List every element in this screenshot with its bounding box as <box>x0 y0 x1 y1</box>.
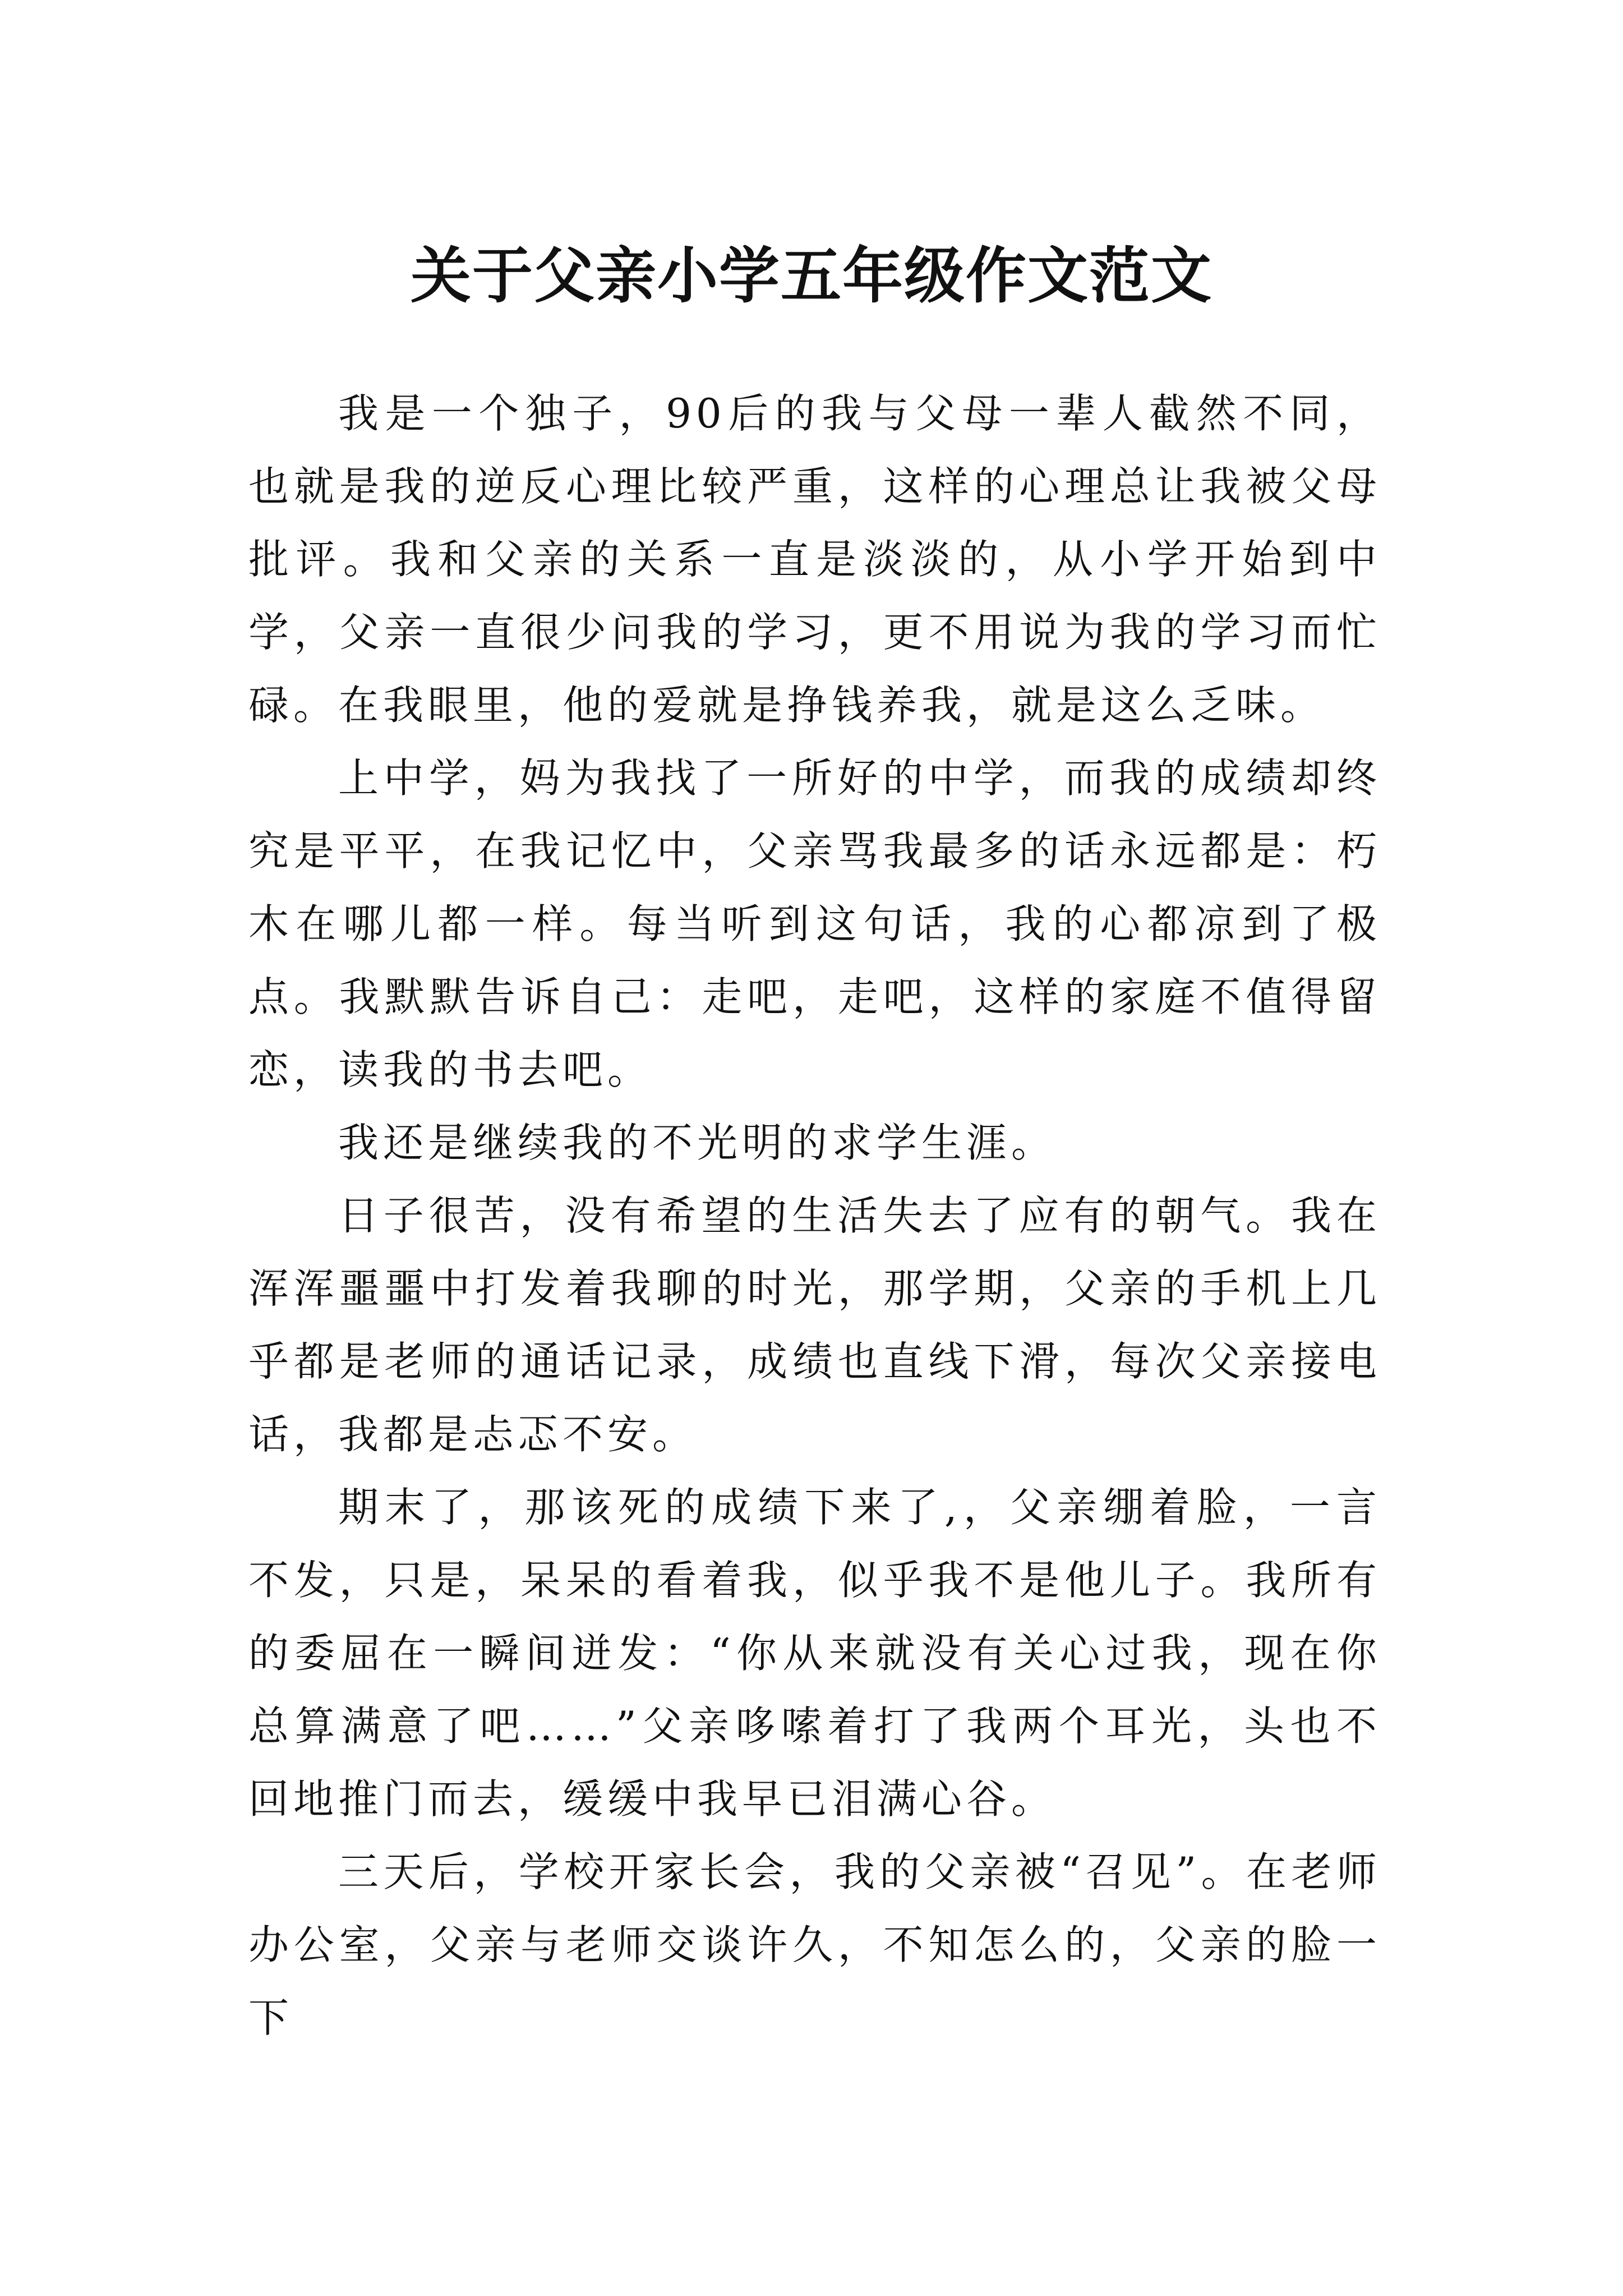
paragraph-1: 我是一个独子，90后的我与父母一辈人截然不同，也就是我的逆反心理比较严重，这样的心理总让我被父母批评。我和父亲的关系一直是淡淡的，从小学开始到中学，父亲一直很少问我的学习，更不用说为我的学习而忙碌。在我眼里，他的爱就是挣钱养我，就是这么乏味。 <box>248 390 1381 729</box>
document-body <box>248 377 1381 2054</box>
paragraph-4: 日子很苦，没有希望的生活失去了应有的朝气。我在浑浑噩噩中打发着我聊的时光，那学期，父亲的手机上几乎都是老师的通话记录，成绩也直线下滑，每次父亲接电话，我都是忐忑不安。 <box>248 1192 1381 1458</box>
paragraph-2: 上中学，妈为我找了一所好的中学，而我的成绩却终究是平平，在我记忆中，父亲骂我最多的话永远都是：朽木在哪儿都一样。每当听到这句话，我的心都凉到了极点。我默默告诉自己：走吧，走吧，这样的家庭不值得留恋，读我的书去吧。 <box>248 754 1381 1093</box>
paragraph-3: 我还是继续我的不光明的求学生涯。 <box>338 1119 1057 1166</box>
document-title: 关于父亲小学五年级作文范文 <box>410 241 1212 312</box>
paragraph-6: 三天后，学校开家长会，我的父亲被“召见”。在老师办公室，父亲与老师交谈许久，不知怎么的，父亲的脸一下 <box>248 1848 1381 2041</box>
paragraph-5: 期末了，那该死的成绩下来了,，父亲绷着脸，一言不发，只是，呆呆的看着我，似乎我不是他儿子。我所有的委屈在一瞬间迸发：“你从来就没有关心过我，现在你总算满意了吧……”父亲哆嗦着打了我两个耳光，头也不回地推门而去，缓缓中我早已泪满心谷。 <box>248 1484 1381 1823</box>
